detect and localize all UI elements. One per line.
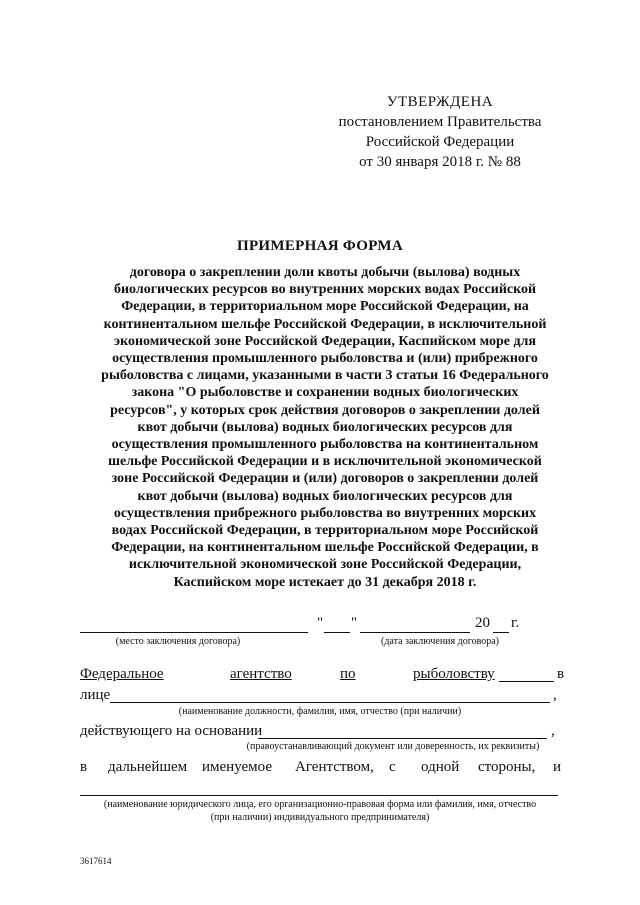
hereafter-word: стороны, [478, 759, 536, 775]
subtitle-line: закона "О рыболовстве и сохранении водных биологических [131, 385, 519, 401]
agency-underline [499, 681, 554, 682]
subtitle-line: квот добычи (вылова) водных биологических ресурсов для [137, 419, 513, 435]
agency-word-4: рыболовству [413, 666, 495, 682]
approval-block [330, 92, 550, 172]
date-caption: (дата заключения договора) [381, 636, 499, 647]
month-field[interactable] [360, 632, 470, 633]
subtitle-line: договора о закреплении доли квоты добычи (вылова) водных [129, 265, 521, 280]
place-field[interactable] [80, 632, 308, 633]
entity-caption-1: (наименование юридического лица, его организационно-правовая форма или фамилия, имя, отчество [103, 799, 537, 810]
hereafter-word: дальнейшем [108, 759, 188, 775]
hereafter-word: Агентством, [295, 759, 374, 775]
hereafter-word: именуемое [202, 759, 272, 775]
basis-label: действующего на основании [80, 723, 263, 739]
day-field[interactable] [324, 632, 350, 633]
year-suffix: г. [511, 615, 520, 631]
quote-close: " [351, 615, 358, 631]
subtitle-line: исключительной экономической зоне Российской Федерации, [128, 557, 522, 573]
agency-word-2: агентство [230, 666, 292, 682]
subtitle-line: экономической зоне Российской Федерации, Каспийском море для [114, 333, 536, 349]
form-subtitle [88, 264, 562, 591]
basis-caption: (правоустанавливающий документ или доверенность, их реквизиты) [246, 741, 540, 752]
approval-line-3: от 30 января 2018 г. № 88 [359, 154, 521, 170]
year-field[interactable] [493, 632, 509, 633]
face-label: лице [80, 687, 111, 703]
subtitle-line: рыболовства с лицами, указанными в части 3 статьи 16 Федерального [101, 368, 549, 384]
subtitle-line: Федерации, в территориальном море Российской Федерации, на [121, 299, 529, 315]
approval-title: УТВЕРЖДЕНА [386, 94, 494, 110]
entity-caption-2: (при наличии) индивидуального предпринимателя) [210, 812, 430, 823]
approval-line-2: Российской Федерации [365, 134, 515, 150]
basis-field[interactable] [258, 738, 547, 739]
subtitle-line: осуществления промышленного рыболовства на континентальном [111, 437, 539, 453]
agency-word-3: по [340, 666, 356, 682]
face-field[interactable] [110, 702, 550, 703]
face-comma: , [553, 687, 557, 703]
hereafter-word: и [553, 759, 562, 775]
in-word: в [557, 666, 565, 682]
subtitle-line: Каспийском море истекает до 31 декабря 2018 г. [173, 574, 477, 590]
form-title: ПРИМЕРНАЯ ФОРМА [236, 238, 403, 254]
subtitle-line: осуществления промышленного рыболовства и (или) прибрежного [112, 351, 538, 367]
year-prefix: 20 [475, 615, 490, 631]
subtitle-line: шельфе Российской Федерации и в исключительной экономической [108, 454, 542, 470]
hereafter-word: одной [421, 759, 460, 775]
place-caption: (место заключения договора) [115, 636, 241, 647]
hereafter-word: в [80, 759, 88, 775]
approval-line-1: постановлением Правительства [338, 114, 542, 130]
subtitle-line: водах Российской Федерации, в территориальном море Российской [111, 523, 539, 539]
subtitle-line: континентальном шельфе Российской Федерации, в исключительной [103, 316, 547, 332]
entity-field[interactable] [80, 795, 558, 796]
face-caption: (наименование должности, фамилия, имя, отчество (при наличии) [178, 706, 462, 717]
subtitle-line: зоне Российской Федерации и (или) договоров о закреплении долей [111, 471, 539, 487]
subtitle-line: квот добычи (вылова) водных биологических ресурсов для [137, 488, 513, 504]
subtitle-line: ресурсов", у которых срок действия договоров о закреплении долей [110, 402, 540, 418]
subtitle-line: Федерации, на континентальном шельфе Российской Федерации, в [111, 540, 539, 556]
agency-word-1: Федеральное [80, 666, 164, 682]
basis-comma: , [551, 723, 555, 739]
hereafter-word: с [389, 759, 396, 775]
subtitle-line: осуществления прибрежного рыболовства во внутренних морских [113, 505, 537, 521]
quote-open: " [317, 615, 324, 631]
document-id: 3617614 [80, 856, 112, 866]
subtitle-line: биологических ресурсов во внутренних морских водах Российской [113, 282, 537, 298]
